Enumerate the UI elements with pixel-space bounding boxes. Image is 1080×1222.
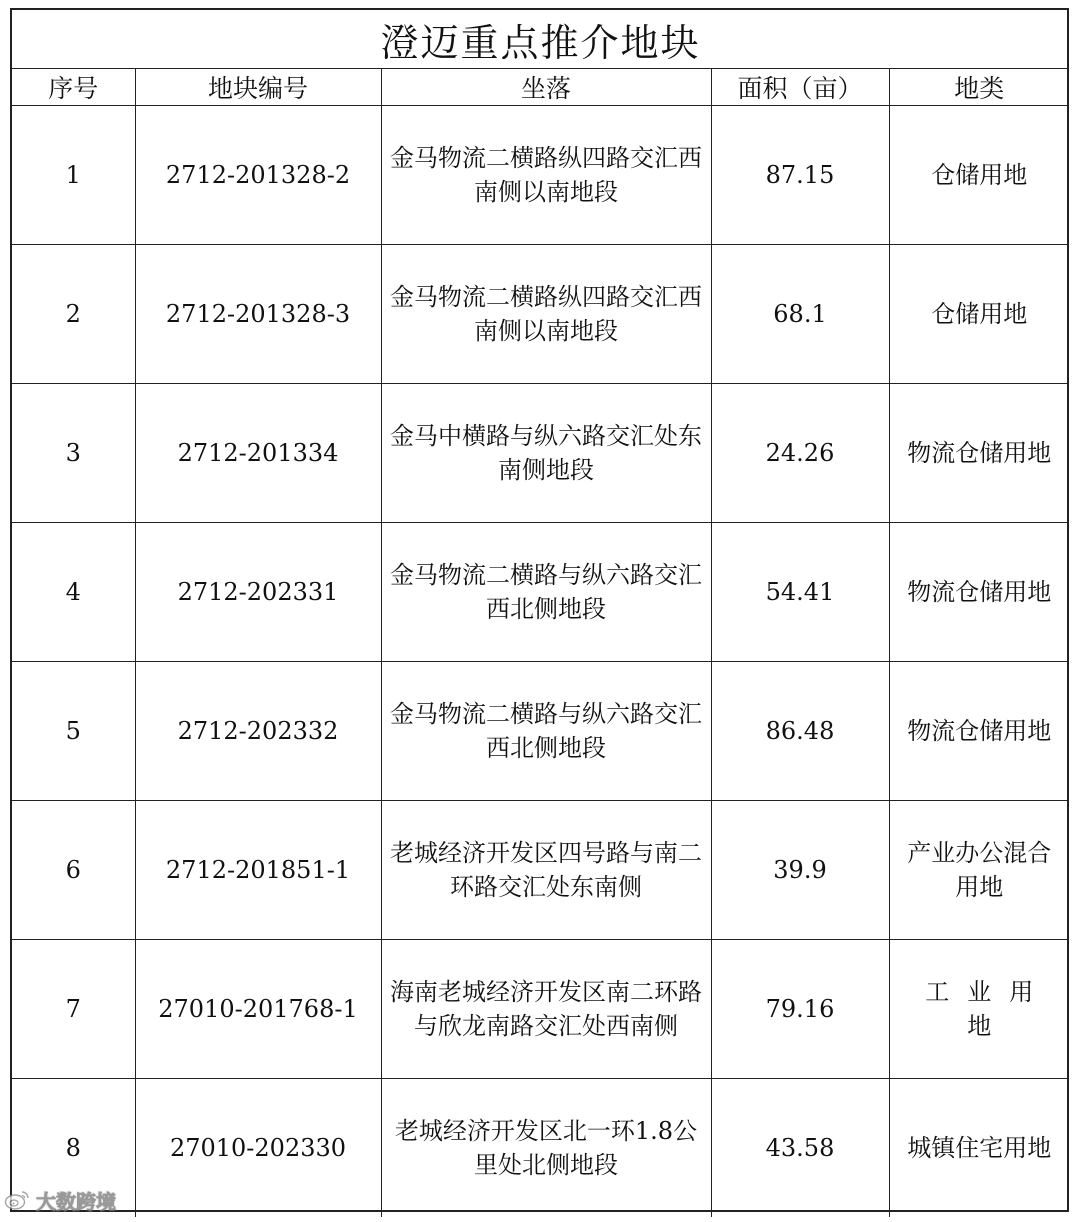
cell-type: 物流仓储用地 [889, 662, 1069, 801]
land-table-sheet [10, 8, 1069, 1212]
cell-location: 金马物流二横路与纵六路交汇西北侧地段 [381, 523, 711, 662]
table-row [12, 801, 1069, 940]
cell-code: 2712-202332 [135, 662, 381, 801]
cell-code: 2712-201328-2 [135, 106, 381, 245]
table-row [12, 1079, 1069, 1218]
cell-type: 仓储用地 [889, 106, 1069, 245]
cell-area: 79.16 [711, 940, 889, 1079]
cell-area: 39.9 [711, 801, 889, 940]
cell-location: 老城经济开发区四号路与南二环路交汇处东南侧 [381, 801, 711, 940]
cell-area: 86.48 [711, 662, 889, 801]
cell-area: 43.58 [711, 1079, 889, 1218]
cell-index: 5 [12, 662, 135, 801]
table-row [12, 662, 1069, 801]
watermark-text: 大数跨境 [36, 1189, 116, 1214]
cell-code: 27010-201768-1 [135, 940, 381, 1079]
cell-location: 金马中横路与纵六路交汇处东南侧地段 [381, 384, 711, 523]
cell-location: 金马物流二横路纵四路交汇西南侧以南地段 [381, 106, 711, 245]
cell-index: 7 [12, 940, 135, 1079]
table-row [12, 523, 1069, 662]
cell-area: 68.1 [711, 245, 889, 384]
header-index: 序号 [12, 69, 135, 106]
weibo-icon [4, 1189, 30, 1211]
cell-index: 3 [12, 384, 135, 523]
header-row [12, 69, 1069, 106]
cell-code: 2712-201851-1 [135, 801, 381, 940]
cell-code: 2712-201328-3 [135, 245, 381, 384]
cell-type: 城镇住宅用地 [889, 1079, 1069, 1218]
cell-location: 老城经济开发区北一环1.8公里处北侧地段 [381, 1079, 711, 1218]
cell-index: 1 [12, 106, 135, 245]
cell-index: 8 [12, 1079, 135, 1218]
cell-type: 物流仓储用地 [889, 384, 1069, 523]
table-row [12, 106, 1069, 245]
cell-type: 物流仓储用地 [889, 523, 1069, 662]
table-title: 澄迈重点推介地块 [12, 10, 1069, 69]
cell-area: 54.41 [711, 523, 889, 662]
cell-index: 4 [12, 523, 135, 662]
cell-index: 2 [12, 245, 135, 384]
cell-location: 金马物流二横路与纵六路交汇西北侧地段 [381, 662, 711, 801]
cell-area: 87.15 [711, 106, 889, 245]
cell-code: 27010-202330 [135, 1079, 381, 1218]
cell-location: 海南老城经济开发区南二环路与欣龙南路交汇处西南侧 [381, 940, 711, 1079]
cell-area: 24.26 [711, 384, 889, 523]
watermark [4, 1186, 116, 1214]
cell-type: 工业用地 [889, 940, 1069, 1079]
cell-type: 仓储用地 [889, 245, 1069, 384]
cell-location: 金马物流二横路纵四路交汇西南侧以南地段 [381, 245, 711, 384]
cell-code: 2712-202331 [135, 523, 381, 662]
land-table [12, 10, 1069, 1217]
header-type: 地类 [889, 69, 1069, 106]
table-row [12, 384, 1069, 523]
cell-index: 6 [12, 801, 135, 940]
header-area: 面积（亩） [711, 69, 889, 106]
table-row [12, 940, 1069, 1079]
header-location: 坐落 [381, 69, 711, 106]
header-code: 地块编号 [135, 69, 381, 106]
cell-code: 2712-201334 [135, 384, 381, 523]
table-row [12, 245, 1069, 384]
cell-type: 产业办公混合用地 [889, 801, 1069, 940]
